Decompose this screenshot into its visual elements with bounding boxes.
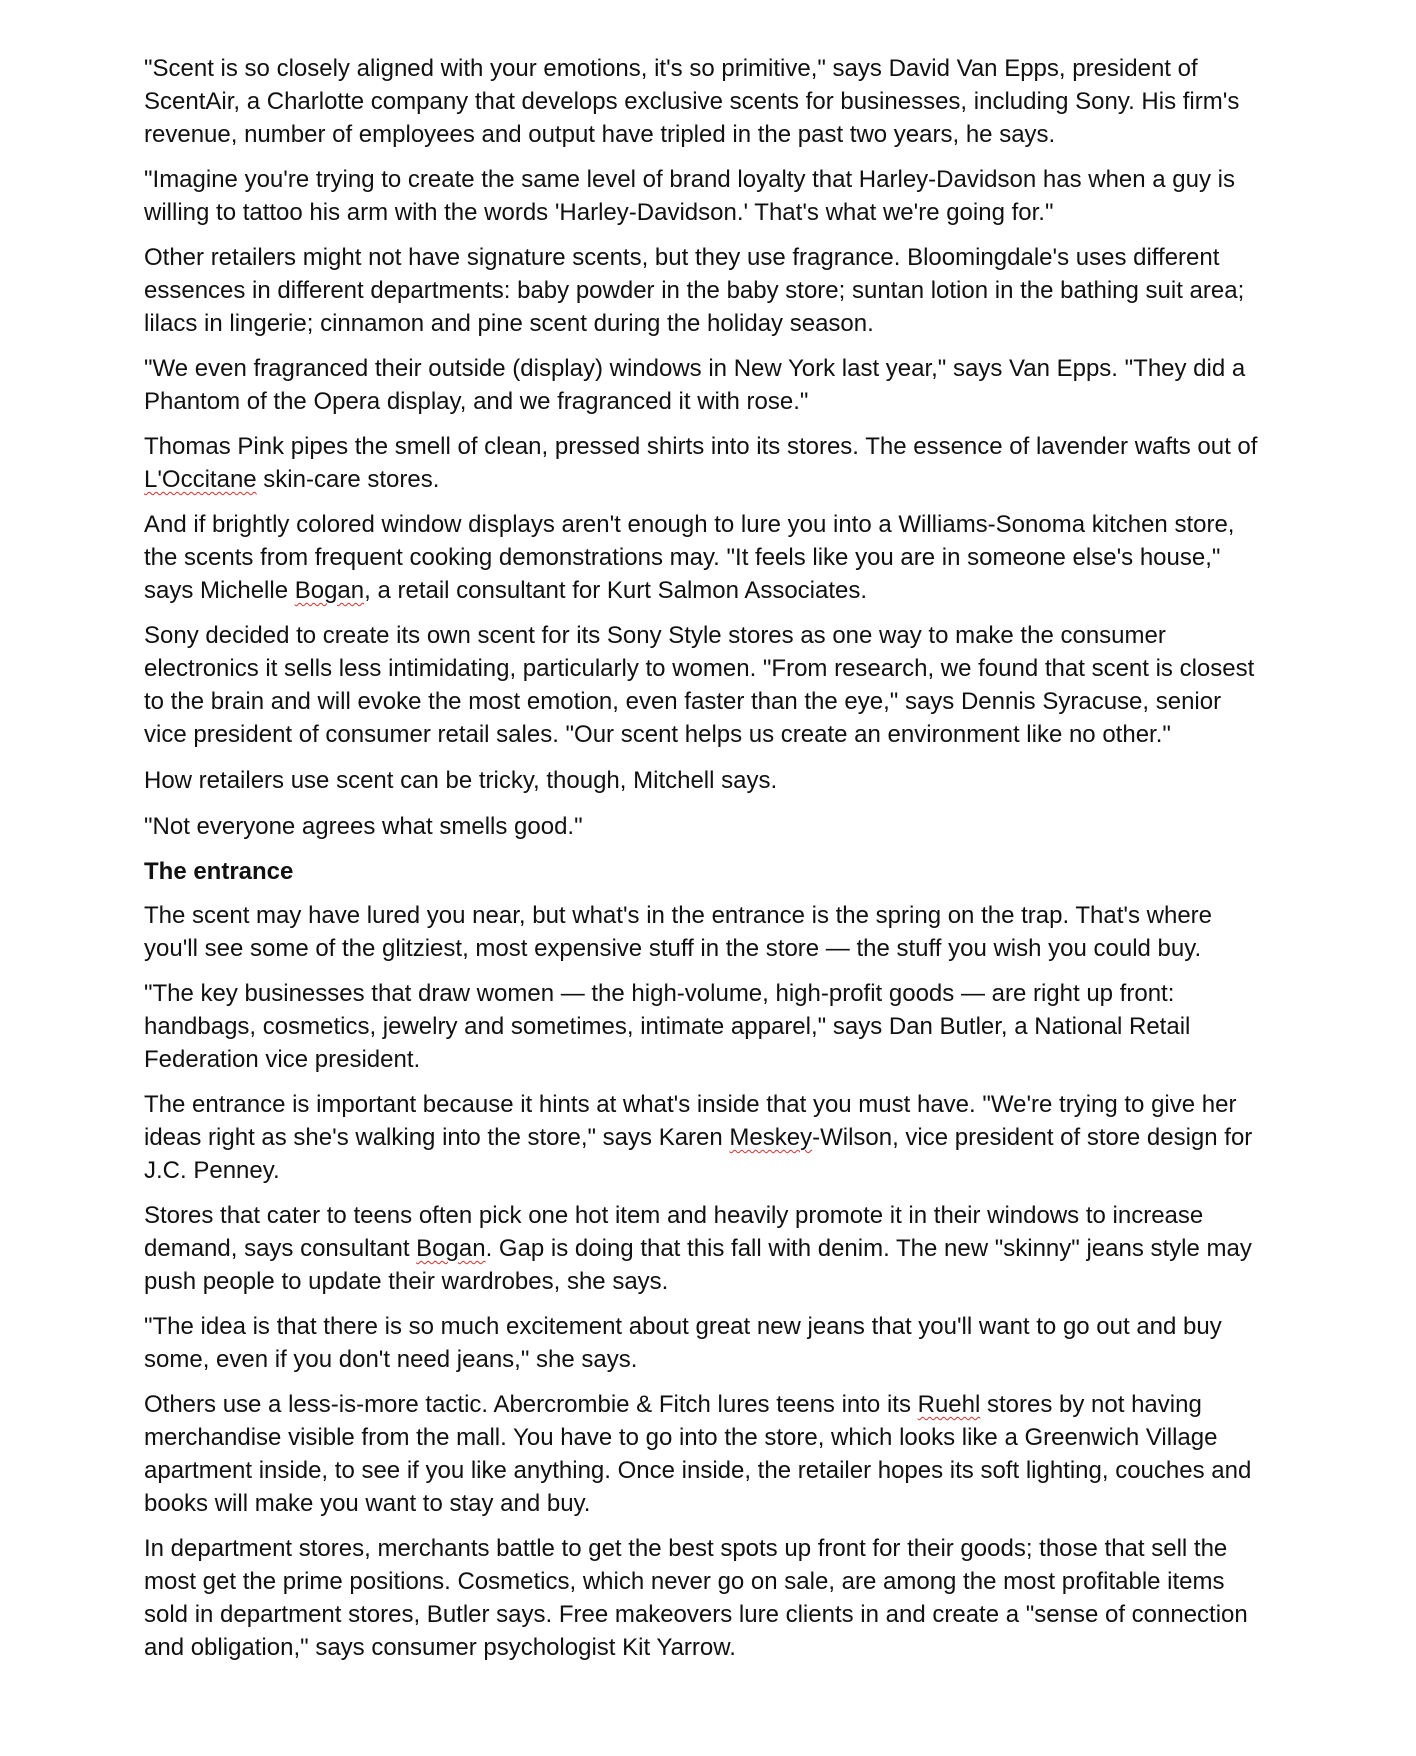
paragraph: "Not everyone agrees what smells good." <box>144 813 583 840</box>
text-run: stores by not having merchandise visible from the mall. You have to go into the store, which looks like a Greenwich Village apartment inside, to see if you like anything. Once inside, the retailer hopes its soft lighting, couches and books will make you want to stay and buy. <box>144 1391 1252 1517</box>
text-run: The entrance is important because it hints at what's inside that you must have. "We're trying to give her ideas right as she's walking into the store," says Karen <box>144 1091 1237 1151</box>
paragraph: "We even fragranced their outside (display) windows in New York last year," says Van Epps. "They did a Phantom of the Opera display, and we fragranced it with rose." <box>144 355 1246 415</box>
text-run: -Wilson, vice president of store design for J.C. Penney. <box>144 1124 1253 1184</box>
paragraph: In department stores, merchants battle to get the best spots up front for their goods; those that sell the most get the prime positions. Cosmetics, which never go on sale, are among the most profitable items sold in department stores, Butler says. Free makeovers lure clients in and create a "sense of connection and obligation," says consumer psychologist Kit Yarrow. <box>144 1535 1248 1661</box>
misspelled-word[interactable]: Bogan <box>416 1235 486 1262</box>
text-run: , a retail consultant for Kurt Salmon Associates. <box>364 577 868 604</box>
paragraph: Other retailers might not have signature scents, but they use fragrance. Bloomingdale's uses different essences in different departments: baby powder in the baby store; suntan lotion in the bathing suit area; lilacs in lingerie; cinnamon and pine scent during the holiday season. <box>144 244 1245 337</box>
misspelled-word[interactable]: L'Occitane <box>144 466 257 493</box>
paragraph: "The key businesses that draw women — the high-volume, high-profit goods — are right up front: handbags, cosmetics, jewelry and sometimes, intimate apparel," says Dan Butler, a National Retail Federation vice president. <box>144 980 1191 1073</box>
text-run: Stores that cater to teens often pick one hot item and heavily promote it in their windows to increase demand, says consultant <box>144 1202 1204 1262</box>
misspelled-word[interactable]: Ruehl <box>917 1391 981 1418</box>
paragraph: How retailers use scent can be tricky, though, Mitchell says. <box>144 767 778 794</box>
paragraph: Sony decided to create its own scent for its Sony Style stores as one way to make the consumer electronics it sells less intimidating, particularly to women. "From research, we found that scent is closest to the brain and will evoke the most emotion, even faster than the eye," says Dennis Syracuse, senior vice president of consumer retail sales. "Our scent helps us create an environment like no other." <box>144 622 1255 748</box>
text-run: Thomas Pink pipes the smell of clean, pressed shirts into its stores. The essence of lavender wafts out of <box>144 433 1258 460</box>
misspelled-word[interactable]: Meskey <box>729 1124 813 1151</box>
paragraph: "Imagine you're trying to create the same level of brand loyalty that Harley-Davidson has when a guy is willing to tattoo his arm with the words 'Harley-Davidson.' That's what we're going for." <box>144 166 1235 226</box>
paragraph: "Scent is so closely aligned with your emotions, it's so primitive," says David Van Epps, president of ScentAir, a Charlotte company that develops exclusive scents for businesses, including Sony. His firm's revenue, number of employees and output have tripled in the past two years, he says. <box>144 55 1240 148</box>
paragraph: The scent may have lured you near, but what's in the entrance is the spring on the trap. That's where you'll see some of the glitziest, most expensive stuff in the store — the stuff you wish you could buy. <box>144 902 1212 962</box>
paragraph <box>144 1388 1260 1520</box>
section-heading: The entrance <box>144 858 294 885</box>
misspelled-word[interactable]: Bogan <box>294 577 365 604</box>
paragraph: "The idea is that there is so much excitement about great new jeans that you'll want to go out and buy some, even if you don't need jeans," she says. <box>144 1313 1222 1373</box>
paragraph <box>144 1199 1260 1298</box>
text-run: And if brightly colored window displays aren't enough to lure you into a Williams-Sonoma kitchen store, the scents from frequent cooking demonstrations may. "It feels like you are in someone else's house," says Michelle <box>144 511 1235 604</box>
paragraph <box>144 430 1260 496</box>
text-run: skin-care stores. <box>256 466 440 493</box>
text-run: . Gap is doing that this fall with denim. The new "skinny" jeans style may push people to update their wardrobes, she says. <box>144 1235 1252 1295</box>
paragraph <box>144 508 1260 607</box>
text-run: Others use a less-is-more tactic. Abercrombie & Fitch lures teens into its <box>144 1391 918 1418</box>
paragraph <box>144 1088 1260 1187</box>
document-page <box>144 52 1260 1676</box>
